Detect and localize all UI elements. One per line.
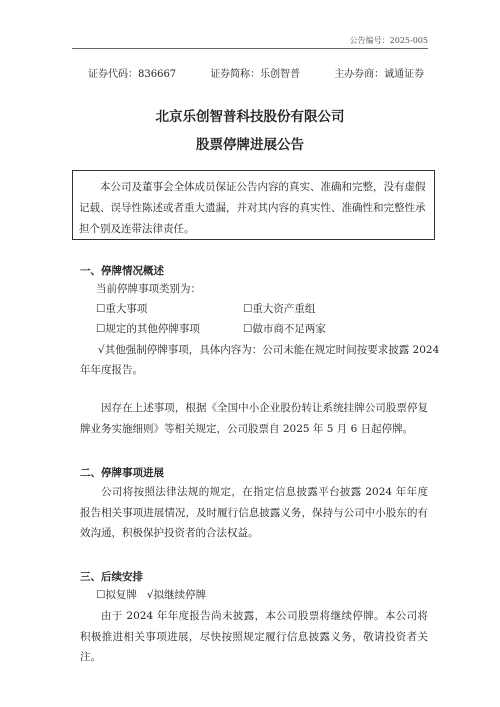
company-name: 北京乐创智普科技股份有限公司 <box>155 109 345 125</box>
section-3-heading: 三、后续安排 <box>80 571 143 583</box>
notice-number: 公告编号：2025-005 <box>349 36 428 45</box>
announcement-title: 股票停牌进展公告 <box>196 137 304 153</box>
option-market-maker: ☐做市商不足两家 <box>243 323 326 335</box>
section-1-heading: 一、停牌情况概述 <box>80 265 164 277</box>
section-2-heading: 二、停牌事项进展 <box>80 467 164 479</box>
option-asset-restructuring: ☐重大资产重组 <box>243 303 316 315</box>
section-1-paragraph: 因存在上述事项，根据《全国中小企业股份转让系统挂牌公司股票停复牌业务实施细则》等相关规定，公司股票自 2025 年 5 月 6 日起停牌。 <box>80 402 428 435</box>
section-2-paragraph: 公司将按照法律法规的规定，在指定信息披露平台披露 2024 年年度报告相关事项进展情况，及时履行信息披露义务，保持与公司中小股东的有效沟通，积极保护投资者的合法权益。 <box>80 486 428 539</box>
follow-up-options: ☐拟复牌 √拟继续停牌 <box>96 589 207 601</box>
option-other-event: ☐规定的其他停牌事项 <box>96 323 200 335</box>
security-code: 证券代码：836667 <box>88 69 177 80</box>
forced-suspension-continued: 年年度报告。 <box>80 364 143 376</box>
option-forced-suspension: √其他强制停牌事项，具体内容为：公司未能在规定时间按要求披露 2024 <box>98 344 440 356</box>
option-major-event: ☐重大事项 <box>96 303 148 315</box>
security-short-name: 证券简称：乐创智普 <box>210 69 301 80</box>
header-divider <box>72 48 428 49</box>
board-guarantee-box: 本公司及董事会全体成员保证公告内容的真实、准确和完整，没有虚假记载、误导性陈述或者重大遗漏，并对其内容的真实性、准确性和完整性承担个别及连带法律责任。 <box>72 170 435 240</box>
lead-broker: 主办券商：诚通证券 <box>334 69 425 80</box>
suspension-category-intro: 当前停牌事项类别为： <box>96 283 201 295</box>
section-3-paragraph: 由于 2024 年年度报告尚未披露，本公司股票将继续停牌。本公司将积极推进相关事项进展，尽快按照规定履行信息披露义务，敬请投资者关注。 <box>80 610 428 663</box>
security-info-row <box>88 65 424 80</box>
